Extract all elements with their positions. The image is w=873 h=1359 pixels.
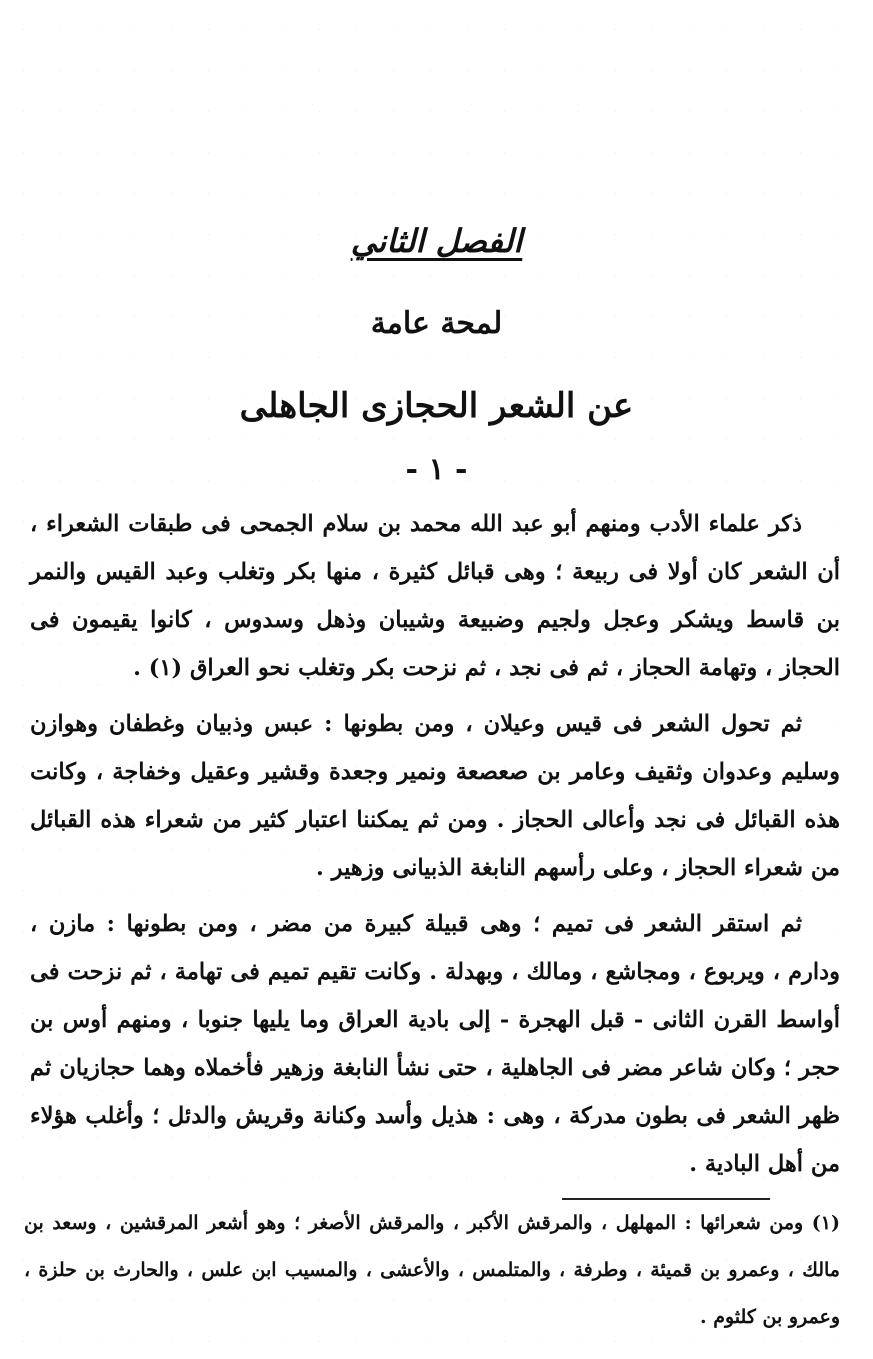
section-number: - ١ - [405,452,468,487]
title-line-2: عن الشعر الحجازى الجاهلى [239,386,634,426]
paragraph-1: ذكر علماء الأدب ومنهم أبو عبد الله محمد بن سلام الجمحى فى طبقات الشعراء ، أن الشعر كان أولا فى ربيعة ؛ وهى قبائل كثيرة ، منها بكر وتغلب وعبد القيس والنمر بن قاسط ويشكر وعجل ولجيم وضبيعة وشيبان وذهل وسدوس ، كانوا يقيمون فى الحجاز ، وتهامة الحجاز ، ثم فى نجد ، ثم نزحت بكر وتغلب نحو العراق (١) . [30,511,840,681]
chapter-heading: الفصل الثاني [350,222,523,260]
paragraph-2: ثم تحول الشعر فى قيس وعيلان ، ومن بطونها : عبس وذبيان وغطفان وهوازن وسليم وعدوان وثقيف وعامر بن صعصعة ونمير وجعدة وقشير وعقيل وخفاجة ، وكانت هذه القبائل فى نجد وأعالى الحجاز . ومن ثم يمكننا اعتبار كثير من شعراء هذه القبائل من شعراء الحجاز ، وعلى رأسهم النابغة الذبيانى وزهير . [30,711,840,881]
footnote: (١) ومن شعرائها : المهلهل ، والمرقش الأكبر ، والمرقش الأصغر ؛ وهو أشعر المرقشين ، وسعد بن مالك ، وعمرو بن قميئة ، وطرفة ، والمتلمس ، والأعشى ، والمسيب ابن علس ، والحارث بن حلزة ، وعمرو بن كلثوم . [24,1212,840,1328]
paragraph-3: ثم استقر الشعر فى تميم ؛ وهى قبيلة كبيرة من مضر ، ومن بطونها : مازن ، ودارم ، ويربوع ، ومجاشع ، ومالك ، وبهدلة . وكانت تقيم تميم فى تهامة ، ثم نزحت فى أواسط القرن الثانى - قبل الهجرة - إلى بادية العراق وما يليها جنوبا ، ومنهم أوس بن حجر ؛ وكان شاعر مضر فى الجاهلية ، حتى نشأ النابغة وزهير فأخملاه وهما حجازيان ثم ظهر الشعر فى بطون مدركة ، وهى : هذيل وأسد وكنانة وقريش والدئل ؛ وأغلب هؤلاء من أهل البادية . [30,911,840,1177]
title-line-1: لمحة عامة [370,306,503,341]
